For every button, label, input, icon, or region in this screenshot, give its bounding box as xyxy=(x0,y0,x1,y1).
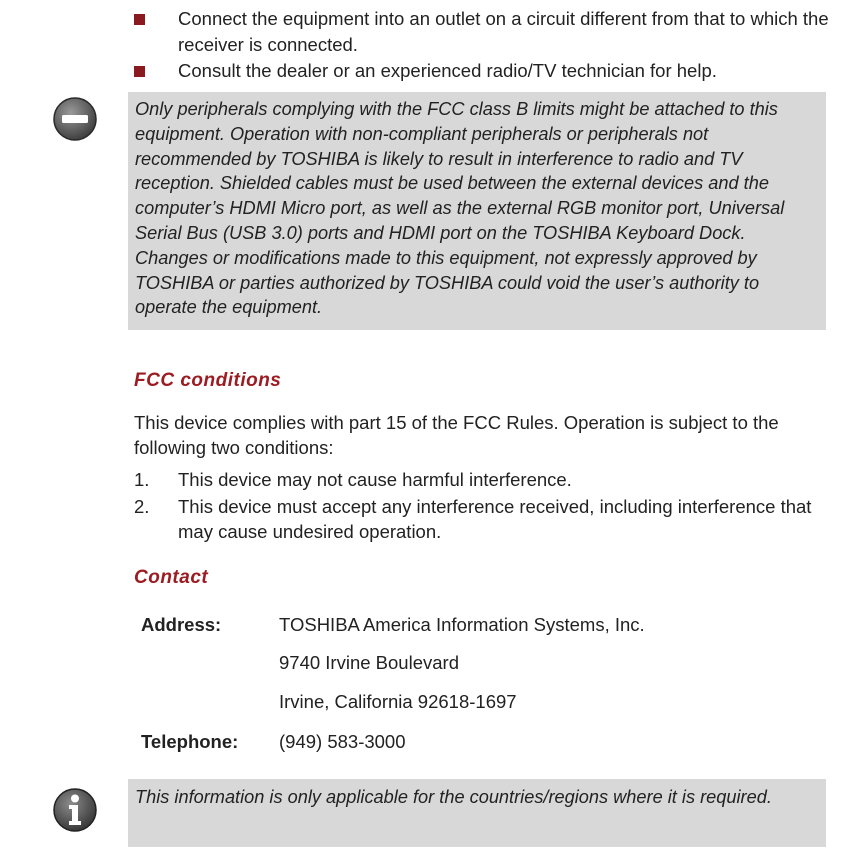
bullet-marker xyxy=(134,66,145,77)
list-item xyxy=(134,494,834,544)
bullet-marker xyxy=(134,14,145,25)
info-note-text: This information is only applicable for the countries/regions where it is required. xyxy=(135,787,772,807)
condition-text: This device must accept any interference received, including interference that may cause undesired operation. xyxy=(178,496,812,542)
list-item xyxy=(134,467,834,492)
address-line: Irvine, California 92618-1697 xyxy=(279,691,517,712)
warning-note-text: Only peripherals complying with the FCC class B limits might be attached to this equipment. Operation with non-compliant peripherals or peripherals not recommended by TOSHIBA is likely to result in interference to radio and TV reception. Shielded cables must be used between the external devices and the computer’s HDMI Micro port, as well as the external RGB monitor port, Universal Serial Bus (USB 3.0) ports and HDMI port on the TOSHIBA Keyboard Dock. Changes or modifications made to this equipment, not expressly approved by TOSHIBA or parties authorized by TOSHIBA could void the user’s authority to operate the equipment. xyxy=(135,99,785,318)
fcc-conditions-list xyxy=(134,467,834,546)
address-line: TOSHIBA America Information Systems, Inc. xyxy=(279,614,645,635)
condition-text: This device may not cause harmful interference. xyxy=(178,469,572,490)
fcc-intro-paragraph: This device complies with part 15 of the FCC Rules. Operation is subject to the following two conditions: xyxy=(134,412,779,458)
list-item xyxy=(134,58,834,84)
info-note xyxy=(128,779,826,847)
list-item xyxy=(134,6,834,58)
address-line: 9740 Irvine Boulevard xyxy=(279,652,459,673)
bullet-text: Consult the dealer or an experienced radio/TV technician for help. xyxy=(178,60,717,81)
telephone-number: (949) 583-3000 xyxy=(279,731,406,752)
info-icon xyxy=(52,786,98,834)
list-number: 1. xyxy=(134,469,150,490)
no-entry-icon xyxy=(52,96,98,142)
bullet-list xyxy=(134,6,834,84)
fcc-conditions-heading: FCC conditions xyxy=(134,370,282,391)
bullet-text: Connect the equipment into an outlet on a circuit different from that to which the receiver is connected. xyxy=(178,8,829,55)
list-number: 2. xyxy=(134,496,150,517)
warning-note xyxy=(128,92,826,330)
contact-heading: Contact xyxy=(134,567,209,588)
telephone-label: Telephone: xyxy=(141,731,239,752)
address-label: Address: xyxy=(141,614,222,635)
